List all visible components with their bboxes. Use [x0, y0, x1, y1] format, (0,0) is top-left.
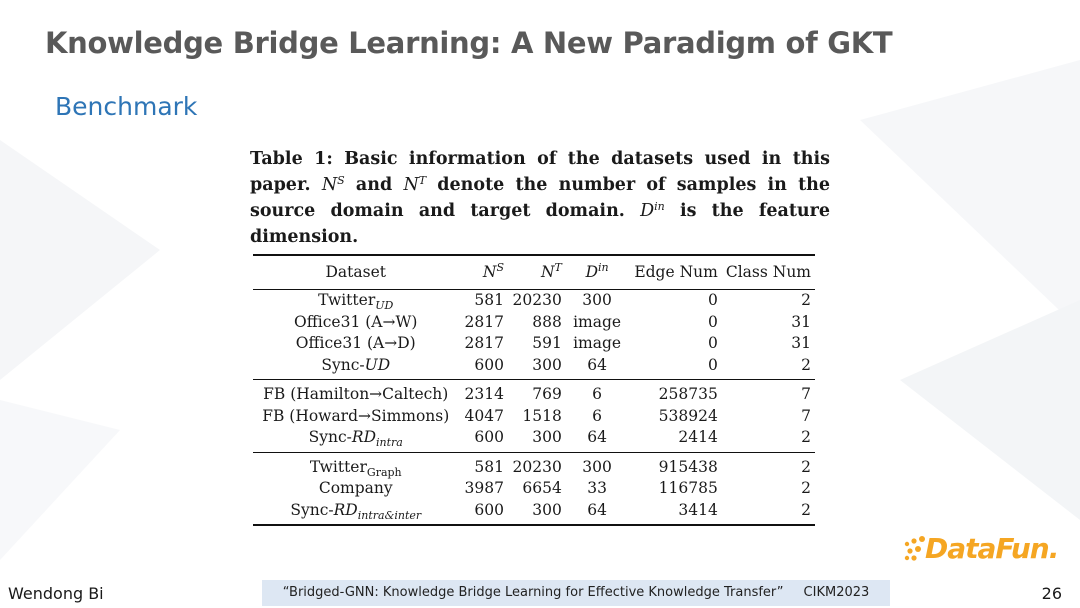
caption-ns: $N^S$ [321, 174, 345, 195]
cell-ns: 600 [474, 500, 504, 519]
cell-ns: 581 [459, 452, 509, 478]
cell-din: 300 [582, 291, 612, 310]
table-header-row [253, 255, 815, 290]
header-dataset: Dataset [325, 263, 386, 281]
table-row [253, 290, 815, 312]
cell-nt: 300 [532, 428, 562, 447]
table-row [253, 478, 815, 500]
cell-din: image [573, 312, 622, 331]
caption-nt: $N^T$ [403, 174, 427, 195]
cell-din: 64 [587, 428, 607, 447]
caption-lead: Table 1: Basic information of the datasets used in this paper. [250, 149, 830, 195]
cell-dataset: FB (Hamilton→Caltech) [253, 380, 459, 406]
cell-edge: 0 [707, 291, 718, 310]
table-row [253, 427, 815, 452]
cell-din: 6 [592, 406, 603, 425]
cell-dataset: Office31 (A→D) [295, 334, 416, 353]
table-group-1 [253, 290, 815, 380]
cell-class: 2 [722, 452, 815, 478]
cell-class: 7 [801, 406, 811, 425]
table-row [253, 452, 815, 478]
cell-ns: 2817 [464, 334, 504, 353]
cell-ns: 3987 [464, 479, 504, 498]
slide-title: Knowledge Bridge Learning: A New Paradigm of GKT [45, 26, 893, 60]
cell-dataset: Twitter$_{UD}$ [318, 291, 394, 313]
datafun-logo [903, 532, 1059, 577]
cell-ns: 581 [474, 291, 504, 310]
table-row [253, 380, 815, 406]
cell-nt: 300 [532, 500, 562, 519]
table-row [253, 406, 815, 428]
header-din: $D^{in}$ [585, 261, 609, 281]
caption-din: $D^{in}$ [640, 200, 665, 221]
header-edge-num: Edge Num [634, 263, 718, 281]
cell-nt: 769 [508, 380, 566, 406]
cell-class: 7 [722, 380, 815, 406]
cell-class: 2 [801, 500, 811, 519]
cell-class: 31 [791, 334, 811, 353]
cell-edge: 0 [707, 334, 718, 353]
cell-din: 64 [587, 355, 607, 374]
cell-class: 31 [791, 312, 811, 331]
cell-dataset: Sync-UD [321, 355, 391, 374]
cell-edge: 2414 [678, 428, 718, 447]
table-row [253, 500, 815, 526]
cell-dataset: Sync-$RD_{intra\&inter}$ [290, 500, 422, 522]
cell-nt: 20230 [512, 291, 562, 310]
cell-dataset: Company [318, 479, 393, 498]
cell-nt: 6654 [522, 479, 562, 498]
cell-nt: 591 [532, 334, 562, 353]
cell-nt: 888 [532, 312, 562, 331]
cell-dataset: Office31 (A→W) [294, 312, 418, 331]
cell-nt: 300 [532, 355, 562, 374]
table-caption: Table 1: Basic information of the datasets used in this paper. $N^S$ and $N^T$ denote the number of samples in the source domain and target domain. $D^{in}$ is the feature dimension. [250, 149, 831, 247]
footer-author: Wendong Bi [8, 584, 104, 603]
cell-edge: 0 [707, 355, 718, 374]
slide-subtitle: Benchmark [55, 92, 198, 121]
cell-class: 2 [801, 291, 811, 310]
cell-ns: 600 [474, 355, 504, 374]
logo-wordmark: DataFun. [925, 532, 1059, 565]
header-class-num: Class Num [725, 263, 811, 281]
cell-din: 33 [587, 479, 607, 498]
dataset-table [253, 254, 815, 526]
footer-venue: CIKM2023 [803, 585, 870, 600]
table-row [253, 355, 815, 380]
cell-edge: 258735 [628, 380, 722, 406]
header-nt: $N^T$ [540, 261, 562, 281]
cell-dataset: Sync-$RD_{intra}$ [308, 428, 403, 450]
cell-class: 2 [801, 479, 811, 498]
cell-edge: 915438 [628, 452, 722, 478]
table-group-3 [253, 452, 815, 525]
table-row [253, 312, 815, 334]
header-ns: $N^S$ [482, 261, 504, 281]
cell-dataset: FB (Howard→Simmons) [262, 406, 450, 425]
cell-ns: 600 [474, 428, 504, 447]
cell-nt: 20230 [508, 452, 566, 478]
cell-class: 2 [801, 428, 811, 447]
cell-din: 64 [587, 500, 607, 519]
table-row [253, 333, 815, 355]
cell-din: 6 [566, 380, 628, 406]
dataset-table-wrapper [253, 254, 815, 526]
cell-ns: 2314 [459, 380, 509, 406]
cell-ns: 2817 [464, 312, 504, 331]
cell-class: 2 [801, 355, 811, 374]
cell-din: 300 [566, 452, 628, 478]
table-group-2 [253, 380, 815, 453]
page-number: 26 [1041, 584, 1062, 603]
cell-edge: 3414 [678, 500, 718, 519]
cell-din: image [573, 334, 622, 353]
footer-reference: “Bridged-GNN: Knowledge Bridge Learning for Effective Knowledge Transfer” [282, 585, 784, 600]
cell-ns: 4047 [464, 406, 504, 425]
footer-reference-band [262, 580, 890, 606]
cell-nt: 1518 [522, 406, 562, 425]
cell-dataset: Twitter$_{Graph}$ [253, 452, 459, 478]
cell-edge: 538924 [658, 406, 718, 425]
cell-edge: 116785 [658, 479, 718, 498]
cell-edge: 0 [707, 312, 718, 331]
